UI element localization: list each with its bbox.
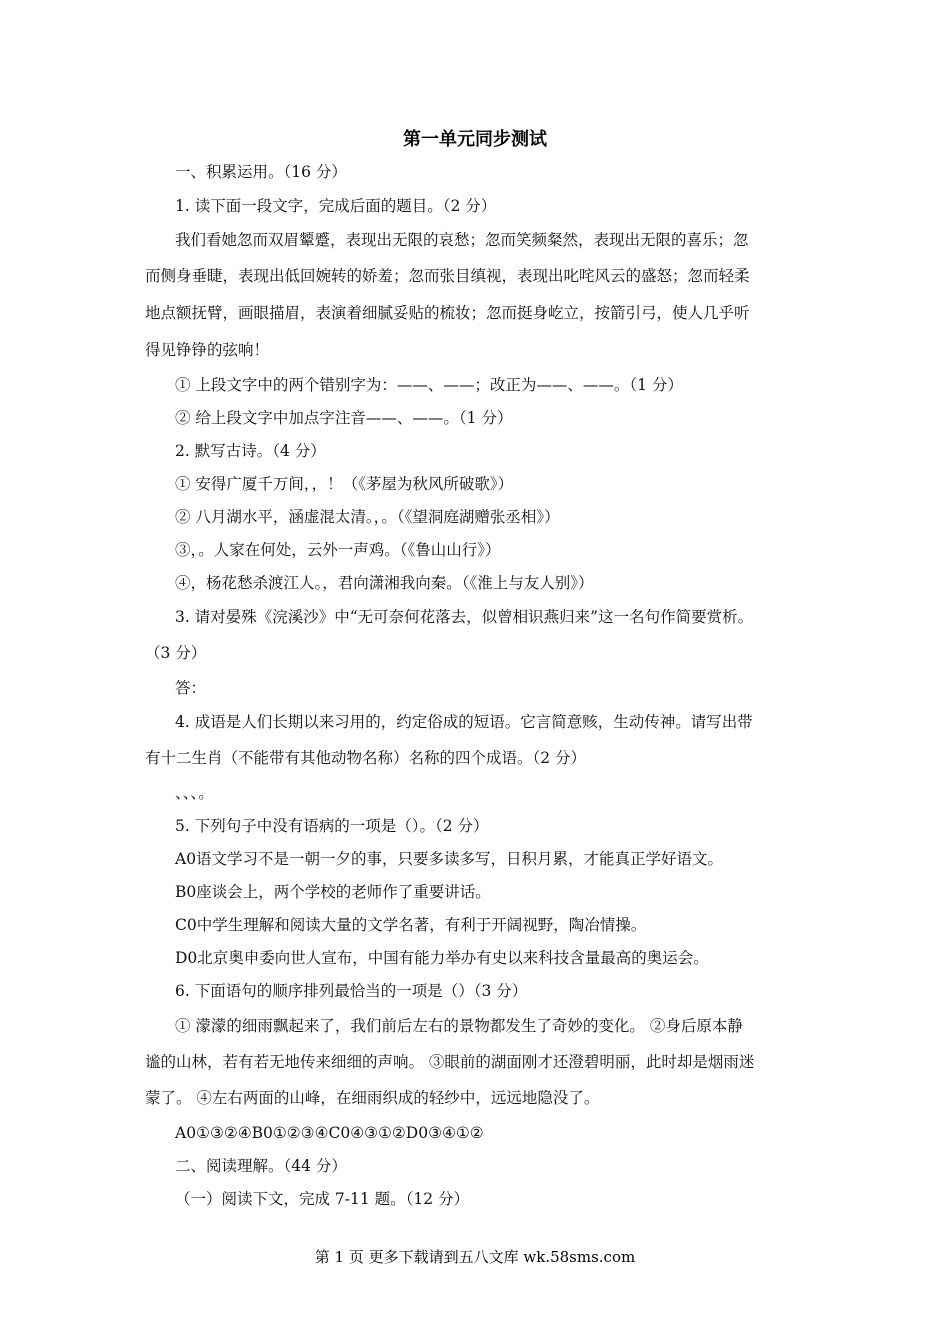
question-line: ③，。人家在何处，云外一声鸡。（《鲁山山行》） (175, 541, 501, 559)
question-line: ② 八月湖水平，涵虚混太清。，。（《望洞庭湖赠张丞相》） (175, 508, 560, 526)
question-line: ④，杨花愁杀渡江人。，君向潇湘我向秦。（《淮上与友人别》） (175, 574, 594, 592)
section-heading: 二、阅读理解。（44 分） (175, 1157, 347, 1175)
paragraph-line: 得见铮铮的弦响！ (145, 341, 270, 359)
question-line: 有十二生肖（不能带有其他动物名称）名称的四个成语。（2 分） (145, 749, 587, 767)
option-line: C0中学生理解和阅读大量的文学名著，有利于开阔视野，陶冶情操。 (175, 916, 647, 934)
question-line: 6. 下面语句的顺序排列最恰当的一项是（）（3 分） (175, 982, 528, 1000)
document-title: 第一单元同步测试 (403, 129, 547, 150)
option-line: D0北京奥申委向世人宣布，中国有能力举办有史以来科技含量最高的奥运会。 (175, 949, 709, 967)
question-line: 3. 请对晏殊《浣溪沙》中“无可奈何花落去，似曾相识燕归来”这一名句作简要赏析。 (175, 608, 754, 626)
question-line: 、、、。 (175, 784, 214, 802)
question-line: ① 上段文字中的两个错别字为：——、——；改正为——、——。（1 分） (175, 376, 683, 394)
option-line: A0语文学习不是一朝一夕的事，只要多读多写，日积月累，才能真正学好语文。 (175, 850, 724, 868)
question-line: 4. 成语是人们长期以来习用的，约定俗成的短语。它言简意赅，生动传神。请写出带 (175, 713, 753, 731)
page-footer: 第 1 页 更多下载请到五八文库 wk.58sms.com (314, 1248, 636, 1266)
paragraph-line: 我们看她忽而双眉颦蹙，表现出无限的哀愁；忽而笑频粲然，表现出无限的喜乐；忽 (175, 231, 749, 249)
paragraph-line: 蒙了。 ④左右两面的山峰，在细雨织成的轻纱中，远远地隐没了。 (145, 1089, 600, 1107)
option-line: A0①③②④B0①②③④C0④③①②D0③④①② (175, 1124, 484, 1142)
paragraph-line: 地点额抚臂，画眼描眉，表演着细腻妥贴的梳妆；忽而挺身屹立，按箭引弓，使人几乎听 (145, 304, 750, 322)
paragraph-line: 谧的山林，若有若无地传来细细的声响。 ③眼前的湖面刚才还澄碧明丽，此时却是烟雨迷 (145, 1053, 755, 1071)
section-heading: （一）阅读下文，完成 7-11 题。（12 分） (175, 1190, 470, 1208)
question-line: ① 安得广厦千万间，，！（《茅屋为秋风所破歌》） (175, 475, 514, 493)
question-line: 5. 下列句子中没有语病的一项是（）。（2 分） (175, 817, 489, 835)
paragraph-line: 而侧身垂睫，表现出低回婉转的娇羞；忽而张目缜视，表现出叱咤风云的盛怒；忽而轻柔 (145, 267, 750, 285)
section-heading: 一、积累运用。（16 分） (175, 163, 347, 181)
question-line: （3 分） (145, 644, 207, 662)
answer-label: 答： (175, 679, 207, 697)
question-line: 2. 默写古诗。（4 分） (175, 442, 326, 460)
option-line: B0座谈会上，两个学校的老师作了重要讲话。 (175, 883, 491, 901)
question-line: 1. 读下面一段文字，完成后面的题目。（2 分） (175, 197, 497, 215)
paragraph-line: ① 濛濛的细雨飘起来了，我们前后左右的景物都发生了奇妙的变化。 ②身后原本静 (175, 1017, 743, 1035)
question-line: ② 给上段文字中加点字注音——、——。（1 分） (175, 409, 513, 427)
